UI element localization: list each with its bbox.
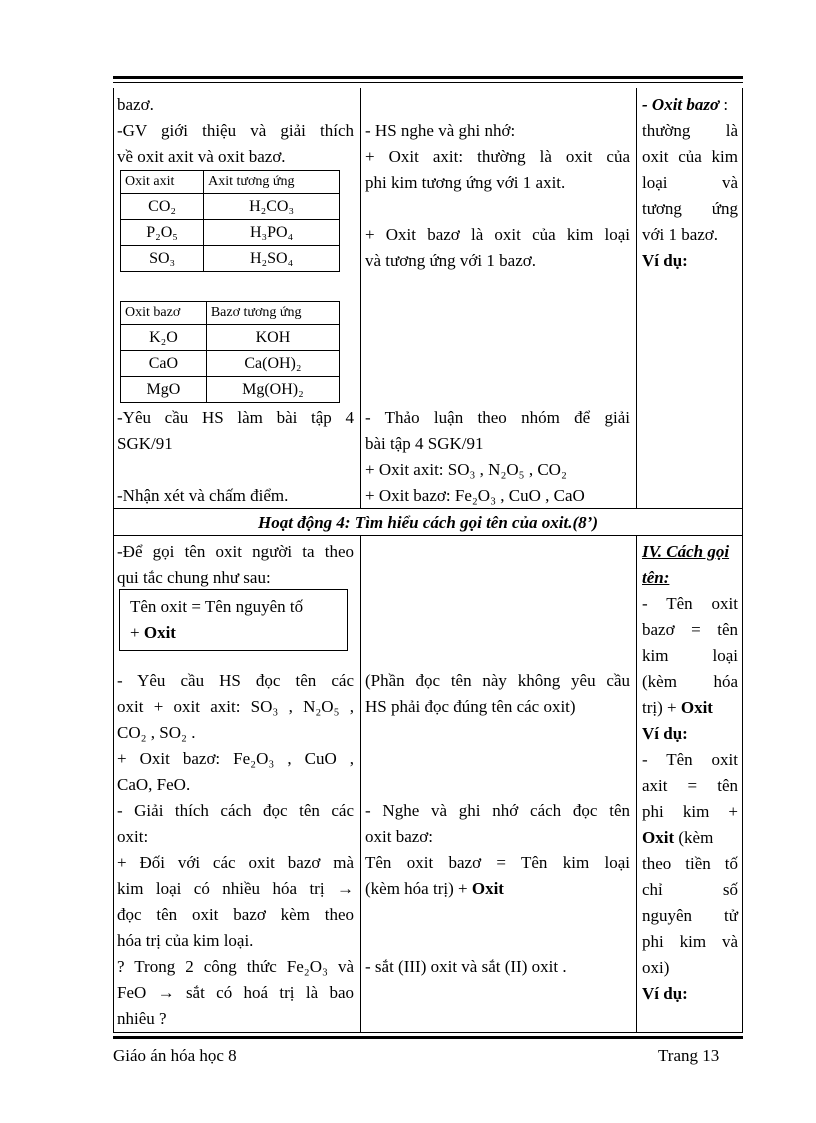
text-line: chỉ số [642,880,738,899]
text-line: bazơ. [117,95,154,114]
text-line: phi kim + [642,802,738,821]
text-line: - Giải thích cách đọc tên các [117,801,354,820]
text-line: (Phần đọc tên này không yêu cầu [365,671,630,690]
colon: : [723,95,729,114]
row-separator-bottom [113,535,743,536]
footer-left: Giáo án hóa học 8 [113,1046,237,1065]
text-line: + Oxit bazơ: Fe₂O₃ , CuO , [117,749,354,768]
text-line: -Để gọi tên oxit người ta theo [117,542,354,561]
text-line: thường là [642,121,738,140]
text-line: oxit bazơ: [365,827,433,846]
text-prefix: (kèm hóa trị) + [365,879,472,898]
text-line: + Oxit bazơ: Fe₂O₃ , CuO , CaO [365,486,585,505]
text-line: SGK/91 [117,434,173,453]
section-title-2: tên: [642,568,670,587]
text-line: ? Trong 2 công thức Fe₂O₃ và [117,957,354,976]
text-line: đọc tên oxit bazơ kèm theo [117,905,354,924]
table-cell: SO₃ [121,246,204,272]
col2-top2 [365,222,630,274]
text-line: axit = tên [642,776,738,795]
text-line: oxit của kim [642,147,738,166]
text-line: về oxit axit và oxit bazơ. [117,147,286,166]
text-line: + Đối với các oxit bazơ mà [117,853,354,872]
table-cell: P₂O₅ [121,220,204,246]
rule-line-2 [130,620,337,646]
text-line: kim loại có nhiều hóa trị → [117,879,354,898]
table-cell: H₃PO₄ [204,220,340,246]
text-line: - Tên oxit [642,594,738,613]
col1-top [117,92,354,170]
table-cell: Mg(OH)₂ [206,377,339,403]
example-label: Ví dụ: [642,251,688,270]
table-header: Bazơ tương ứng [206,302,339,325]
text-line: với 1 bazơ. [642,225,719,244]
text-line: - Thảo luận theo nhóm để giải [365,408,630,427]
text-line: + Oxit axit: SO₃ , N₂O₅ , CO₂ [365,460,567,479]
table-cell: K₂O [121,325,207,351]
table-cell: Ca(OH)₂ [206,351,339,377]
text-line: loại và [642,173,738,192]
text-line [365,876,630,902]
table-cell: H₂SO₄ [204,246,340,272]
example-label: Ví dụ: [642,724,688,743]
table-border-right [742,88,743,1032]
acid-oxide-table [120,170,340,272]
text-line: và tương ứng với 1 bazơ. [365,251,536,270]
col2-bottom-b [365,798,630,902]
text-line: CO₂ , SO₂ . [117,723,196,742]
section-title: IV. Cách gọi [642,542,730,561]
oxit-bazo-title [642,92,738,118]
oxit-bazo-label: - Oxit bazơ [642,95,720,114]
text-line: oxit + oxit axit: SO₃ , N₂O₅ , [117,697,354,716]
text-line: - Tên oxit [642,750,738,769]
text-line [642,695,738,721]
text-line: nguyên tử [642,906,738,925]
table-header: Axit tương ứng [204,171,340,194]
base-oxide-table [120,301,340,403]
header-rule-thin [113,82,743,83]
text-line: - Nghe và ghi nhớ cách đọc tên [365,801,630,820]
text-line: Tên oxit bazơ = Tên kim loại [365,853,630,872]
text-line: theo tiền tố [642,854,738,873]
text-line: CaO, FeO. [117,775,191,794]
header-rule [113,76,743,79]
rule-line: Tên oxit = Tên nguyên tố [130,597,304,616]
text-line: - Yêu cầu HS đọc tên các [117,671,354,690]
table-border-left [113,88,114,1032]
table-divider-1b [360,535,361,1032]
text-line: oxi) [642,958,670,977]
col1-mid [117,405,354,457]
text-suffix: (kèm [674,828,714,847]
footer-rule-thin [113,1032,743,1033]
table-divider-2 [636,88,637,508]
text-line: + Oxit axit: thường là oxit của [365,147,630,166]
table-header: Oxit axit [121,171,204,194]
text-line: HS phải đọc đúng tên các oxit) [365,697,576,716]
text-line: nhiêu ? [117,1009,167,1028]
oxit-bold: Oxit [642,828,675,847]
col2-top [365,118,630,196]
table-cell: CO₂ [121,194,204,220]
text-line: qui tắc chung như sau: [117,568,271,587]
oxit-bold: Oxit [680,698,713,717]
text-line: hóa trị của kim loại. [117,931,254,950]
text-line: bazơ = tên [642,620,738,639]
naming-rule-box [119,589,348,651]
text-line: - HS nghe và ghi nhớ: [365,121,516,140]
text-line: + Oxit bazơ là oxit của kim loại [365,225,630,244]
col2-bottom-c [365,954,630,980]
table-header: Oxit bazơ [121,302,207,325]
text-line: bài tập 4 SGK/91 [365,434,484,453]
text-line: -Yêu cầu HS làm bài tập 4 [117,408,354,427]
text-line: oxit: [117,827,149,846]
text-line: -Nhận xét và chấm điểm. [117,486,289,505]
oxit-bold: Oxit [471,879,504,898]
text-line: FeO → sắt có hoá trị là bao [117,983,354,1002]
col1-bottom [117,668,354,1032]
activity-heading: Hoạt động 4: Tìm hiểu cách gọi tên của oxit.(8’) [258,513,598,532]
col3-top [642,92,738,274]
col2-mid [365,405,630,509]
col3-bottom [642,539,738,1007]
oxit-bold: Oxit [143,623,176,642]
text-line [642,825,738,851]
text-line: phi kim tương ứng với 1 axit. [365,173,566,192]
text-line: - sắt (III) oxit và sắt (II) oxit . [365,957,567,976]
example-label: Ví dụ: [642,984,688,1003]
text-line: (kèm hóa [642,672,738,691]
col2-bottom-a [365,668,630,720]
plus: + [130,623,144,642]
text-line: -GV giới thiệu và giải thích [117,121,354,140]
table-cell: MgO [121,377,207,403]
footer-rule [113,1036,743,1039]
table-cell: H₂CO₃ [204,194,340,220]
col1-mid2 [117,483,354,509]
col1-bottom-intro [117,539,354,591]
table-cell: KOH [206,325,339,351]
table-cell: CaO [121,351,207,377]
text-line: tương ứng [642,199,738,218]
table-divider-2b [636,535,637,1032]
table-divider-1 [360,88,361,508]
text-line: kim loại [642,646,738,665]
text-prefix: trị) + [642,698,681,717]
text-line: phi kim và [642,932,738,951]
footer-page-number: Trang 13 [658,1046,720,1065]
